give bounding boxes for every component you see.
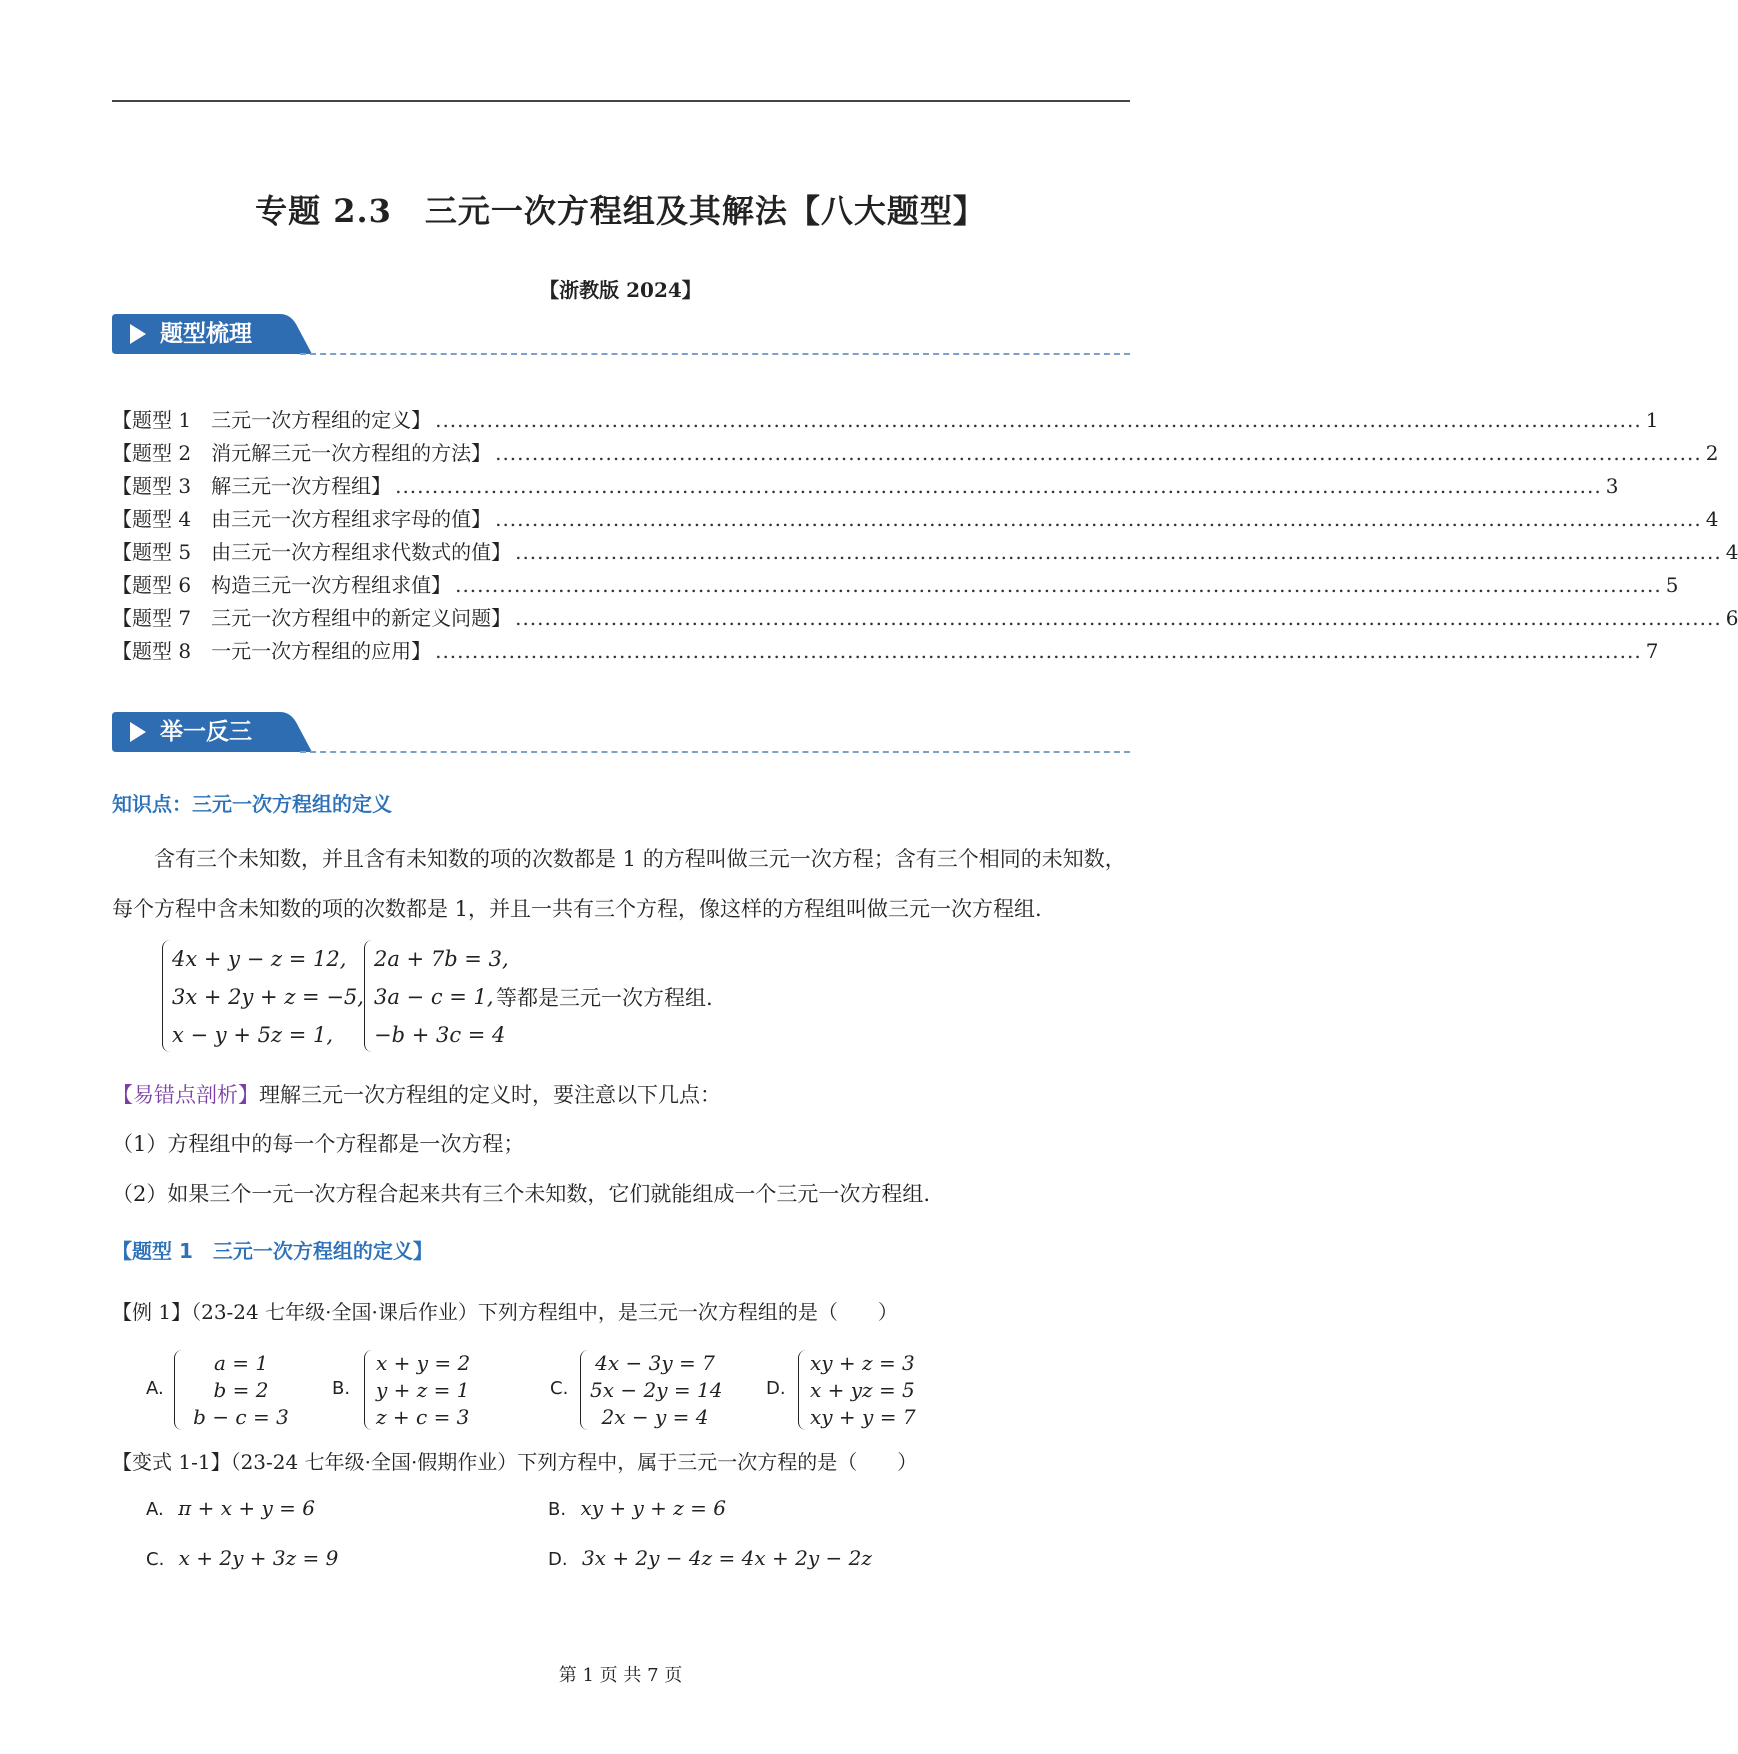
toc-item[interactable]: 【题型 4 由三元一次方程组求字母的值】 .................................................................................................................................................................... 4 xyxy=(112,507,1719,531)
type1-heading: 【题型 1 三元一次方程组的定义】 xyxy=(112,1239,433,1263)
table-of-contents xyxy=(112,404,1738,668)
edition-label: 【浙教版 2024】 xyxy=(539,278,702,302)
definition-paragraph: 含有三个未知数，并且含有未知数的项的次数都是 1 的方程叫做三元一次方程；含有三个相同的未知数，每个方程中含未知数的项的次数都是 1，并且一共有三个方程，像这样的方程组叫做三元一次方程组. xyxy=(112,847,1126,921)
variant-option-c[interactable]: C. x + 2y + 3z = 9 xyxy=(146,1546,339,1570)
page-title: 专题 2.3 三元一次方程组及其解法【八大题型】 xyxy=(255,192,986,230)
variant-1-1: 【变式 1-1】（23-24 七年级·全国·假期作业）下列方程中，属于三元一次方程的是（ ） xyxy=(112,1450,918,1474)
examples-banner-label: 举一反三 xyxy=(160,719,252,745)
toc-banner xyxy=(112,314,312,354)
toc-item[interactable]: 【题型 1 三元一次方程组的定义】 .................................................................................................................................................................... 1 xyxy=(112,408,1659,432)
header-rule xyxy=(112,100,1130,102)
dashed-divider xyxy=(300,353,1130,355)
toc-item[interactable]: 【题型 5 由三元一次方程组求代数式的值】 .................................................................................................................................................................... 4 xyxy=(112,540,1738,564)
variant-option-a[interactable]: A. π + x + y = 6 xyxy=(146,1496,315,1520)
example-1: 【例 1】（23-24 七年级·全国·课后作业）下列方程组中，是三元一次方程组的是（ ） xyxy=(112,1300,898,1324)
toc-item[interactable]: 【题型 2 消元解三元一次方程组的方法】 .................................................................................................................................................................... 2 xyxy=(112,441,1719,465)
toc-item[interactable]: 【题型 3 解三元一次方程组】 .................................................................................................................................................................... 3 xyxy=(112,474,1619,498)
point-2: （2）如果三个一元一次方程合起来共有三个未知数，它们就能组成一个三元一次方程组. xyxy=(112,1182,931,1206)
knowledge-heading: 知识点：三元一次方程组的定义 xyxy=(112,792,392,816)
page-footer: 第 1 页 共 7 页 xyxy=(558,1665,683,1686)
mistake-analysis: 【易错点剖析】理解三元一次方程组的定义时，要注意以下几点： xyxy=(112,1083,721,1107)
variant-option-b[interactable]: B. xy + y + z = 6 xyxy=(548,1496,726,1520)
systems-suffix: 等都是三元一次方程组. xyxy=(496,986,713,1010)
toc-item[interactable]: 【题型 8 一元一次方程组的应用】 .................................................................................................................................................................... 7 xyxy=(112,639,1659,663)
system-1: 4x + y − z = 12, 3x + 2y + z = −5, x − y + 5z = 1, xyxy=(172,947,364,1047)
toc-item[interactable]: 【题型 7 三元一次方程组中的新定义问题】 .................................................................................................................................................................... 6 xyxy=(112,606,1738,630)
toc-item[interactable]: 【题型 6 构造三元一次方程组求值】 .................................................................................................................................................................... 5 xyxy=(112,573,1679,597)
mistake-tag: 【易错点剖析】 xyxy=(112,1083,259,1107)
toc-banner-label: 题型梳理 xyxy=(160,321,252,347)
dashed-divider xyxy=(300,751,1130,753)
variant-option-d[interactable]: D. 3x + 2y − 4z = 4x + 2y − 2z xyxy=(548,1546,872,1570)
system-2: 2a + 7b = 3, 3a − c = 1, −b + 3c = 4 xyxy=(374,947,509,1047)
point-1: （1）方程组中的每一个方程都是一次方程； xyxy=(112,1132,525,1156)
examples-banner xyxy=(112,712,312,752)
